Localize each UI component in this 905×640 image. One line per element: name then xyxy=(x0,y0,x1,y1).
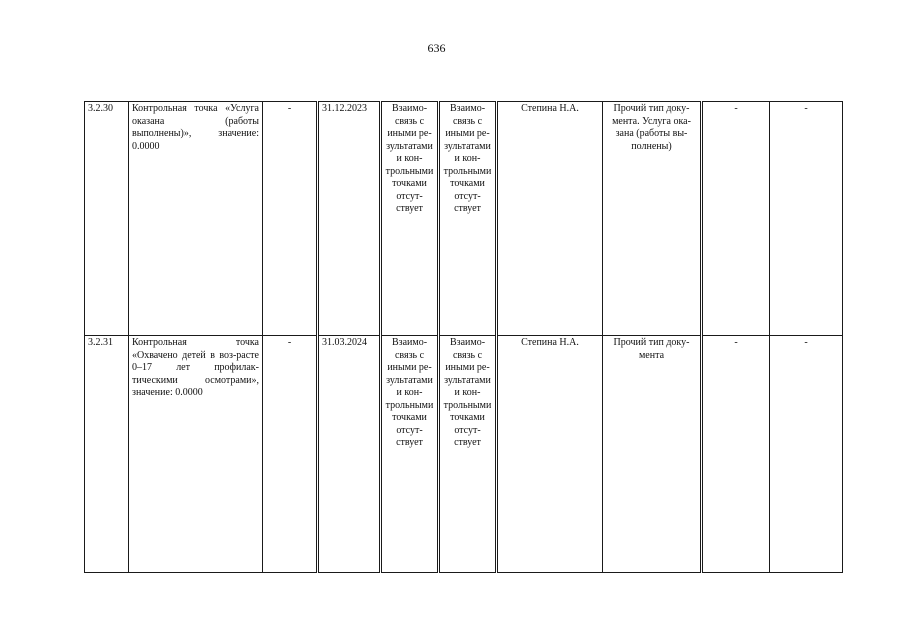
responsible-cell: Степина Н.А. xyxy=(497,102,603,336)
row-number: 3.2.30 xyxy=(85,102,129,336)
control-points-table xyxy=(84,101,843,573)
row-number: 3.2.31 xyxy=(85,336,129,573)
link-successor-cell: Взаимо-связь с иными ре-зультатами и кон-трольными точками отсут-ствует xyxy=(439,336,497,573)
link-predecessor-cell: Взаимо-связь с иными ре-зультатами и кон-трольными точками отсут-ствует xyxy=(381,102,439,336)
start-date-cell: - xyxy=(263,102,318,336)
table-row xyxy=(85,336,843,573)
control-point-name: Контрольная точка «Услуга оказана (работы выполнены)», значение: 0.0000 xyxy=(129,102,263,336)
info-system-cell: - xyxy=(702,102,770,336)
end-date-cell: 31.12.2023 xyxy=(318,102,381,336)
table-row xyxy=(85,102,843,336)
note-cell: - xyxy=(770,102,843,336)
link-predecessor-cell: Взаимо-связь с иными ре-зультатами и кон-трольными точками отсут-ствует xyxy=(381,336,439,573)
info-system-cell: - xyxy=(702,336,770,573)
responsible-cell: Степина Н.А. xyxy=(497,336,603,573)
control-point-name: Контрольная точка «Охвачено детей в воз-расте 0–17 лет профилак-тическими осмотрами», значение: 0.0000 xyxy=(129,336,263,573)
note-cell: - xyxy=(770,336,843,573)
start-date-cell: - xyxy=(263,336,318,573)
end-date-cell: 31.03.2024 xyxy=(318,336,381,573)
document-type-cell: Прочий тип доку-мента. Услуга ока-зана (работы вы-полнены) xyxy=(603,102,702,336)
link-successor-cell: Взаимо-связь с иными ре-зультатами и кон-трольными точками отсут-ствует xyxy=(439,102,497,336)
document-type-cell: Прочий тип доку-мента xyxy=(603,336,702,573)
page-number: 636 xyxy=(427,41,446,55)
